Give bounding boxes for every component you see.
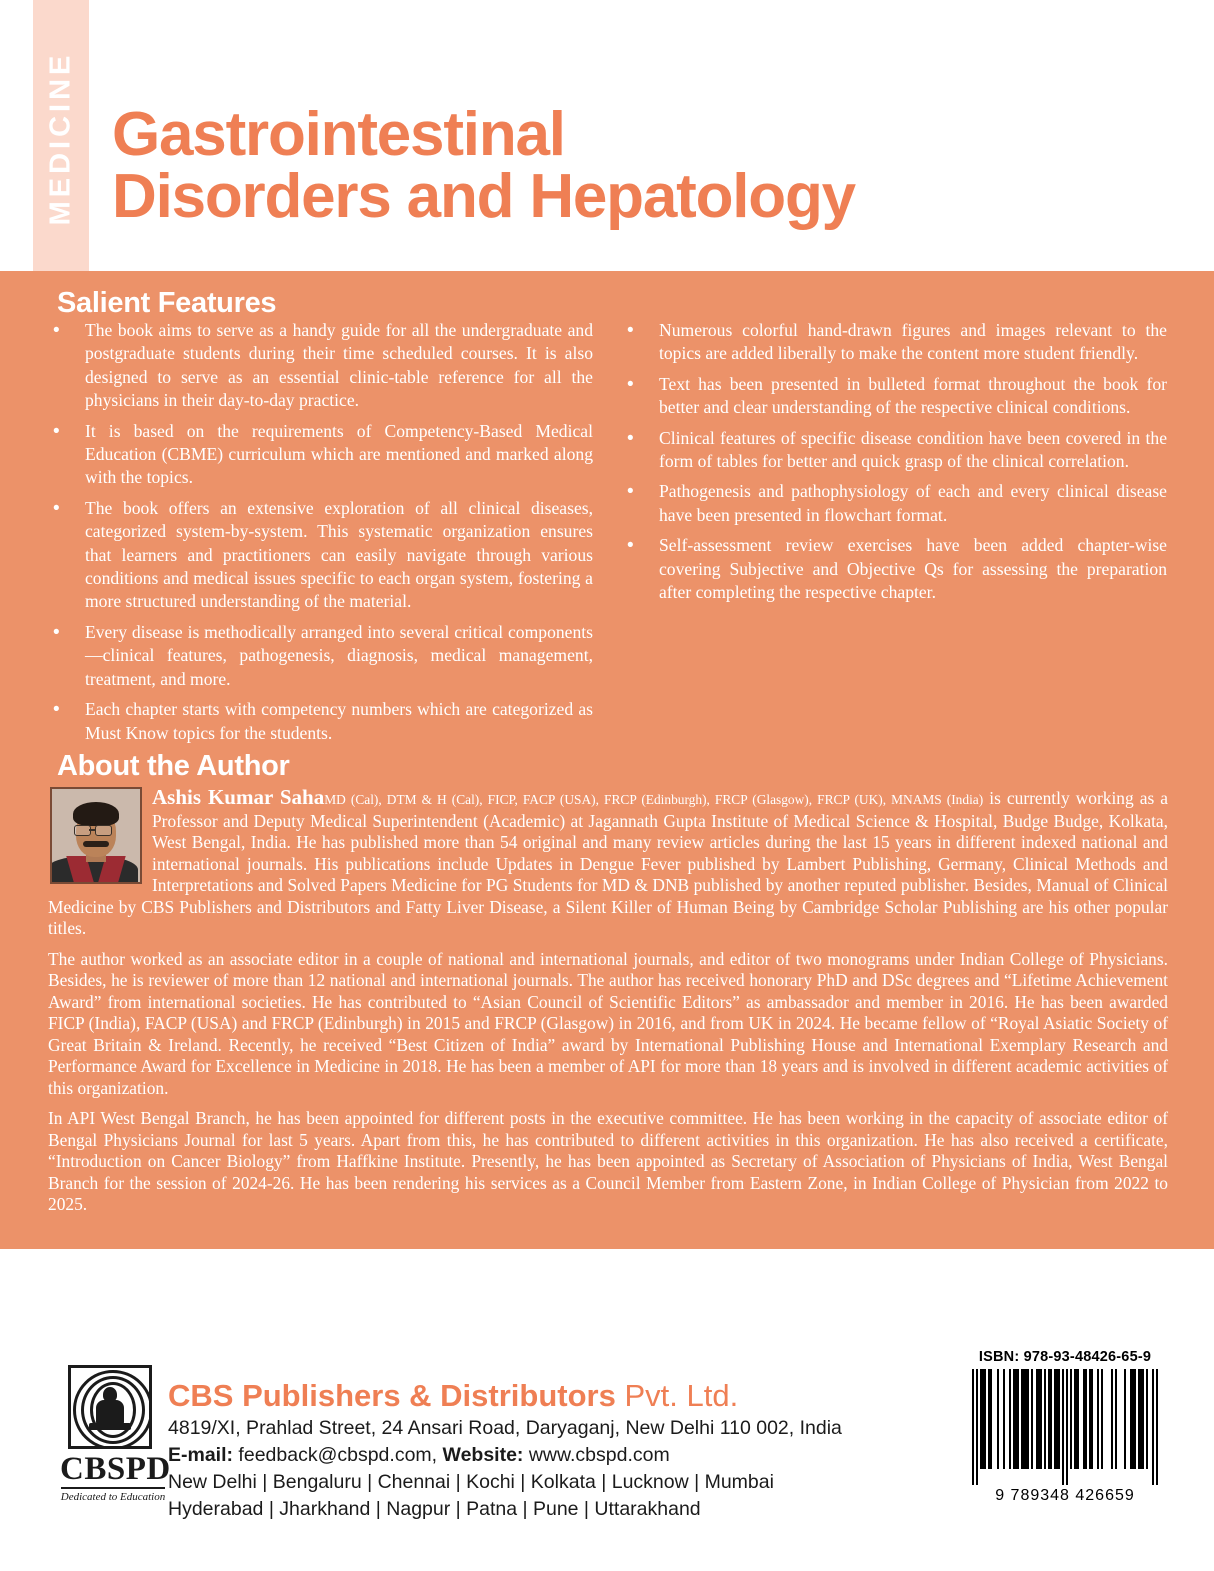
spine-category-label: MEDICINE [44,51,77,226]
list-item [621,373,1167,420]
feature-text: Each chapter starts with competency numbers which are categorized as Must Know topics for the students. [85,699,593,743]
photo-glasses-bridge [89,829,95,831]
publisher-name-light: Pvt. Ltd. [615,1378,739,1413]
bullet-icon: • [53,320,60,341]
feature-text: Numerous colorful hand-drawn figures and images relevant to the topics are added liberally to make the content more student friendly. [659,320,1167,364]
email-label: E-mail: [168,1444,234,1466]
bullet-icon: • [627,535,634,557]
email-value[interactable]: feedback@cbspd.com, [233,1444,438,1466]
publisher-details [168,1377,928,1523]
publisher-logo-name: CBSPD [60,1451,171,1487]
bullet-icon: • [627,427,634,449]
barcode-digits: 9 789348 426659 [995,1487,1135,1504]
isbn-barcode-icon [972,1369,1158,1485]
author-degrees: MD (Cal), DTM & H (Cal), FICP, FACP (USA), FRCP (Edinburgh), FRCP (Glasgow), FRCP (UK), MNAMS (India) [324,792,984,807]
author-bio-1-rest: is currently working as a Professor and Deputy Medical Superintendent (Academic) at Jagannath Gupta Institute of Medical Science & Hospital, Budge Budge, Kolkata, West Bengal, India. He has published more than 54 original and many review articles during the last 15 years in different indexed national and international journals. His publications include Updates in Dengue Fever published by Lambert Publishing, Germany, Clinical Methods and Interpretations and Solved Papers Medicine for PG Students for MD & DNB published by another reputed publisher. Besides, Manual of Clinical Medicine by CBS Publishers and Distributors and Fatty Liver Disease, a Silent Killer of Human Being by Cambridge Scholar Publishing are his other popular titles. [48,788,1168,938]
author-photo [50,787,142,884]
title-line-1: Gastrointestinal [112,100,565,169]
list-item [621,427,1167,474]
emblem-figure-base [89,1423,131,1430]
feature-text: Every disease is methodically arranged into several critical components—clinical features, pathogenesis, diagnosis, medical management, treatment, and more. [85,621,593,689]
publisher-logo-tagline: Dedicated to Education [60,1491,166,1503]
publisher-cities-line-2: Hyderabad | Jharkhand | Nagpur | Patna | Pune | Uttarakhand [168,1498,701,1520]
features-right-column [621,319,1167,752]
bullet-icon: • [627,481,634,503]
publisher-name [168,1377,928,1415]
author-bio-paragraph-2: The author worked as an associate editor in a couple of national and international journals, and editor of two monograms under Indian College of Physicians. Besides, he is reviewer of more than 12 national and international journals. The author has received honorary PhD and DSc degrees and “Lifetime Achievement Award” from international societies. He has contributed to “Asian Council of Scientific Editors” as ambassador and member in 2016. He has been awarded FICP (India), FACP (USA) and FRCP (Edinburgh) in 2015 and FRCP (Glasgow) in 2016, and from UK in 2024. He became fellow of “Royal Asiatic Society of Great Britain & Ireland. Recently, he received “Best Citizen of India” award by International Publishing House and International Exemplary Research and Performance Award for Excellence in Medicine in 2018. He has been a member of API for more than 18 years and is involved in different academic activities of this organization. [48,948,1168,1098]
photo-moustache [83,841,109,847]
spine-band [33,0,89,271]
list-item [47,420,593,490]
page-title [112,100,1112,231]
about-author-body [48,787,1168,1225]
list-item [47,497,593,614]
list-item [621,319,1167,366]
photo-glasses-right [95,825,112,836]
list-item [621,534,1167,604]
bullet-icon: • [627,373,634,395]
feature-text: Clinical features of specific disease condition have been covered in the form of tables for better and quick grasp of the clinical correlation. [659,427,1167,472]
publisher-contact [168,1442,928,1469]
publisher-cities-line-1: New Delhi | Bengaluru | Chennai | Kochi | Kolkata | Lucknow | Mumbai [168,1471,774,1493]
feature-text: It is based on the requirements of Competency-Based Medical Education (CBME) curriculum which are mentioned and marked along with the topics. [85,420,593,488]
author-name: Ashis Kumar Saha [152,785,325,809]
bullet-icon: • [53,497,60,519]
feature-text: Text has been presented in bulleted format throughout the book for better and clear understanding of the respective clinical conditions. [659,373,1167,418]
bullet-icon: • [53,699,60,721]
isbn-label: ISBN: 978-93-48426-65-9 [978,1349,1152,1365]
publisher-name-bold: CBS Publishers & Distributors [168,1378,616,1413]
list-item [47,621,593,691]
feature-text: The book aims to serve as a handy guide for all the undergraduate and postgraduate students during their time scheduled courses. It is also designed to serve as an essential clinic-table reference for all the physicians in their day-to-day practice. [85,320,593,411]
list-item [621,480,1167,527]
list-item [47,319,593,413]
bullet-icon: • [627,320,634,341]
list-item [47,698,593,745]
feature-text: The book offers an extensive exploration of all clinical diseases, categorized system-by-system. This systematic organization ensures that learners and practitioners can easily navigate through various conditions and medical issues specific to each organ system, fostering a more structured understanding of the material. [85,497,593,612]
content-panel [0,271,1214,1249]
emblem-figure-body [96,1400,124,1424]
website-value[interactable]: www.cbspd.com [523,1444,670,1466]
cover-header [0,0,1214,271]
author-bio-paragraph-3: In API West Bengal Branch, he has been appointed for different posts in the executive committee. He has been working in the capacity of associate editor of Bengal Physicians Journal for last 5 years. Apart from this, he has contributed to different activities in this organization. He has also received a certificate, “Introduction on Cancer Biology” from Haffkine Institute. Presently, he has been appointed as Secretary of Association of Physicians of India, West Bengal Branch for the session of 2024-26. He has been rendering his services as a Council Member from Eastern Zone, in Indian College of Physician from 2022 to 2025. [48,1108,1168,1214]
about-author-heading: About the Author [57,750,290,782]
publisher-logo [60,1365,171,1503]
bullet-icon: • [53,420,60,442]
title-line-2: Disorders and Hepatology [112,162,855,231]
author-bio-paragraph-1 [48,787,1168,940]
salient-features-heading: Salient Features [57,287,277,319]
cbspd-emblem-icon [68,1365,152,1449]
isbn-block [965,1349,1165,1505]
photo-hair [73,802,119,826]
features-left-column [47,319,593,752]
salient-features-columns [47,319,1167,752]
bullet-icon: • [53,621,60,643]
website-label: Website: [437,1444,524,1466]
feature-text: Self-assessment review exercises have been added chapter-wise covering Subjective and Objective Qs for assessing the preparation after completing the respective chapter. [659,535,1167,603]
logo-divider [61,1487,165,1489]
feature-text: Pathogenesis and pathophysiology of each and every clinical disease have been presented in flowchart format. [659,481,1167,525]
publisher-address: 4819/XI, Prahlad Street, 24 Ansari Road, Daryaganj, New Delhi 110 002, India [168,1417,842,1439]
